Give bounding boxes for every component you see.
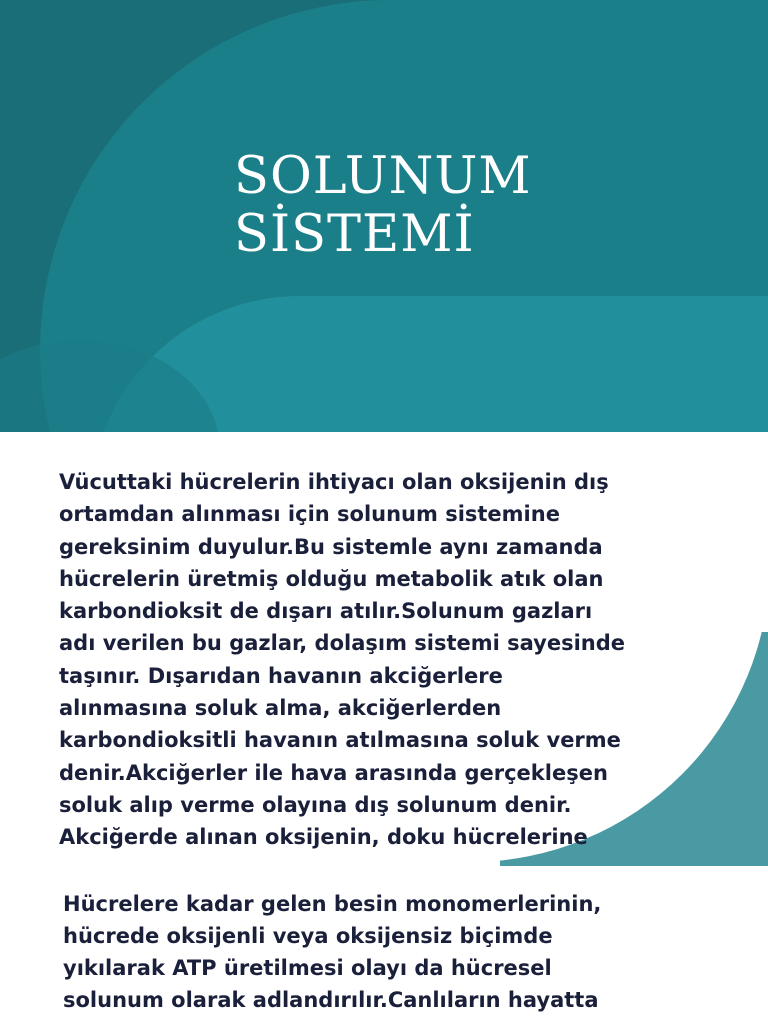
body-line: taşınır. Dışarıdan havanın akciğerlere bbox=[59, 663, 503, 688]
body-line: hücrede oksijenli veya oksijensiz biçimde bbox=[63, 924, 553, 948]
text-slide-1 bbox=[0, 432, 768, 866]
body-line: solunum olarak adlandırılır.Canlıların hayatta bbox=[63, 988, 599, 1012]
body-line: gereksinim duyulur.Bu sistemle aynı zamanda bbox=[59, 534, 603, 559]
slide-title-line-1: SOLUNUM bbox=[234, 147, 532, 206]
body-line: Hücrelere kadar gelen besin monomerlerinin, bbox=[63, 892, 602, 916]
body-line: denir.Akciğerler ile hava arasında gerçekleşen bbox=[59, 760, 608, 785]
body-line: soluk alıp verme olayına dış solunum denir. bbox=[59, 792, 572, 817]
slide-title-line-2: SİSTEMİ bbox=[234, 205, 475, 264]
text-slide-2 bbox=[0, 886, 768, 1024]
body-line: hücrelerin üretmiş olduğu metabolik atık olan bbox=[59, 566, 604, 591]
body-line: yıkılarak ATP üretilmesi olayı da hücresel bbox=[63, 956, 552, 980]
body-line: karbondioksitli havanın atılmasına soluk verme bbox=[59, 728, 621, 753]
body-paragraph-2 bbox=[63, 888, 723, 1016]
body-line: Vücuttaki hücrelerin ihtiyacı olan oksijenin dış bbox=[59, 470, 609, 494]
body-line: karbondioksit de dışarı atılır.Solunum gazları bbox=[59, 599, 593, 624]
body-line: adı verilen bu gazlar, dolaşım sistemi sayesinde bbox=[59, 631, 626, 656]
slide-separator bbox=[0, 866, 768, 886]
body-line: Akciğerde alınan oksijenin, doku hücrelerine bbox=[59, 825, 588, 850]
body-line: alınmasına soluk alma, akciğerlerden bbox=[59, 696, 502, 721]
body-paragraph-1 bbox=[59, 466, 699, 854]
slide-title bbox=[234, 148, 532, 264]
body-line: ortamdan alınması için solunum sistemine bbox=[59, 502, 560, 527]
title-slide bbox=[0, 0, 768, 432]
